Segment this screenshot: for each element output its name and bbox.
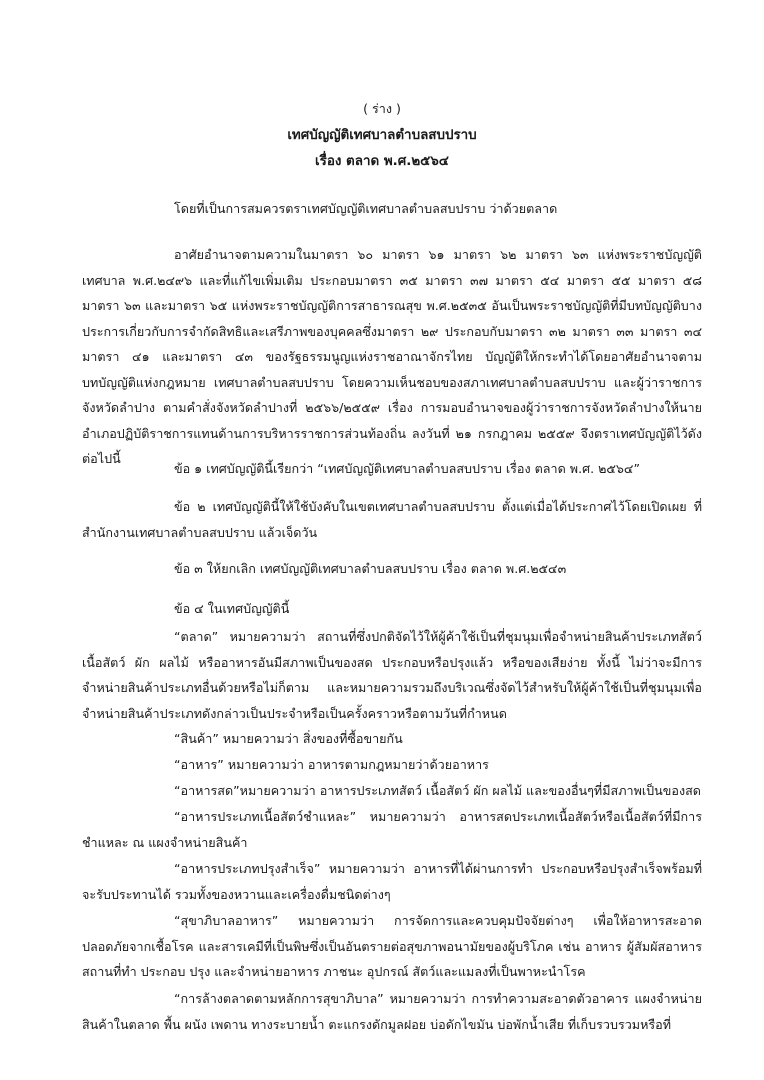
clause-4: ข้อ ๔ ในเทศบัญญัตินี้ bbox=[174, 601, 290, 616]
authority-paragraph: อาศัยอำนาจตามความในมาตรา ๖๐ มาตรา ๖๑ มาตรา ๖๒ มาตรา ๖๓ แห่งพระราชบัญญัติเทศบาล พ.ศ.๒๔๙๖ และที่แก้ไขเพิ่มเติม ประกอบมาตรา ๓๕ มาตรา ๓๗ มาตรา ๕๔ มาตรา ๕๕ มาตรา ๕๘ มาตรา ๖๓ และมาตรา ๖๕ แห่งพระราชบัญญัติการสาธารณสุข พ.ศ.๒๕๓๕ อันเป็นพระราชบัญญัติที่มีบทบัญญัติบางประการเกี่ยวกับการจำกัดสิทธิและเสรีภาพของบุคคลซึ่งมาตรา ๒๙ ประกอบกับมาตรา ๓๒ มาตรา ๓๓ มาตรา ๓๔ มาตรา ๔๑ และมาตรา ๔๓ ของรัฐธรรมนูญแห่งราชอาณาจักรไทย บัญญัติให้กระทำได้โดยอาศัยอำนาจตามบทบัญญัติแห่งกฎหมาย เทศบาลตำบลสบปราบ โดยความเห็นชอบของสภาเทศบาลตำบลสบปราบ และผู้ว่าราชการจังหวัดลำปาง ตามคำสั่งจังหวัดลำปางที่ ๒๕๖๖/๒๕๕๙ เรื่อง การมอบอำนาจของผู้ว่าราชการจังหวัดลำปางให้นายอำเภอปฏิบัติราชการแทนด้านการบริหารราชการส่วนท้องถิ่น ลงวันที่ ๒๑ กรกฎาคม ๒๕๕๙ จึงตราเทศบัญญัติไว้ดังต่อไปนี้ bbox=[82, 247, 702, 466]
definition-food-sanitation: “สุขาภิบาลอาหาร” หมายความว่า การจัดการและควบคุมปัจจัยต่างๆ เพื่อให้อาหารสะอาด ปลอดภัยจากเชื้อโรค และสารเคมีที่เป็นพิษซึ่งเป็นอันตรายต่อสุขภาพอนามัยของผู้บริโภค เช่น อาหาร ผู้สัมผัสอาหาร สถานที่ทำ ประกอบ ปรุง และจำหน่ายอาหาร ภาชนะ อุปกรณ์ สัตว์และแมลงที่เป็นพาหะนำโรค bbox=[82, 913, 702, 979]
definition-goods: “สินค้า” หมายความว่า สิ่งของที่ซื้อขายกัน bbox=[174, 731, 403, 746]
definition-market: “ตลาด” หมายความว่า สถานที่ซึ่งปกติจัดไว้ให้ผู้ค้าใช้เป็นที่ชุมนุมเพื่อจำหน่ายสินค้าประเภทสัตว์ เนื้อสัตว์ ผัก ผลไม้ หรืออาหารอันมีสภาพเป็นของสด ประกอบหรือปรุงแล้ว หรือของเสียง่าย ทั้งนี้ ไม่ว่าจะมีการจำหน่ายสินค้าประเภทอื่นด้วยหรือไม่ก็ตาม และหมายความรวมถึงบริเวณซึ่งจัดไว้สำหรับให้ผู้ค้าใช้เป็นที่ชุมนุมเพื่อจำหน่ายสินค้าประเภทดังกล่าวเป็นประจำหรือเป็นครั้งคราวหรือตามวันที่กำหนด bbox=[82, 629, 702, 721]
page-title: เทศบัญญัติเทศบาลตำบลสบปราบ bbox=[287, 128, 477, 143]
clause-3: ข้อ ๓ ให้ยกเลิก เทศบัญญัติเทศบาลตำบลสบปราบ เรื่อง ตลาด พ.ศ.๒๕๔๓ bbox=[174, 561, 567, 576]
draft-label: ( ร่าง ) bbox=[363, 101, 401, 116]
definition-market-cleaning: “การล้างตลาดตามหลักการสุขาภิบาล” หมายความว่า การทำความสะอาดตัวอาคาร แผงจำหน่ายสินค้าในตลาด พื้น ผนัง เพดาน ทางระบายน้ำ ตะแกรงดักมูลฝอย บ่อดักไขมัน บ่อพักน้ำเสีย ที่เก็บรวบรวมหรือที่ bbox=[82, 991, 702, 1032]
clause-2: ข้อ ๒ เทศบัญญัตินี้ให้ใช้บังคับในเขตเทศบาลตำบลสบปราบ ตั้งแต่เมื่อได้ประกาศไว้โดยเปิดเผย ที่สำนักงานเทศบาลตำบลสบปราบ แล้วเจ็ดวัน bbox=[82, 499, 702, 540]
clause-1: ข้อ ๑ เทศบัญญัตินี้เรียกว่า “เทศบัญญัติเทศบาลตำบลสบปราบ เรื่อง ตลาด พ.ศ. ๒๕๖๔” bbox=[174, 461, 640, 476]
definition-fresh-food: “อาหารสด”หมายความว่า อาหารประเภทสัตว์ เนื้อสัตว์ ผัก ผลไม้ และของอื่นๆที่มีสภาพเป็นของสด bbox=[174, 783, 701, 798]
definition-ready-food: “อาหารประเภทปรุงสำเร็จ” หมายความว่า อาหารที่ได้ผ่านการทำ ประกอบหรือปรุงสำเร็จพร้อมที่จะรับประทานได้ รวมทั้งของหวานและเครื่องดื่มชนิดต่างๆ bbox=[82, 861, 702, 902]
definition-food: “อาหาร” หมายความว่า อาหารตามกฎหมายว่าด้วยอาหาร bbox=[174, 757, 489, 772]
definition-butchered-meat: “อาหารประเภทเนื้อสัตว์ชำแหละ” หมายความว่า อาหารสดประเภทเนื้อสัตว์หรือเนื้อสัตว์ที่มีการชำแหละ ณ แผงจำหน่ายสินค้า bbox=[82, 809, 702, 850]
page-subtitle: เรื่อง ตลาด พ.ศ.๒๕๖๔ bbox=[315, 154, 449, 169]
preamble: โดยที่เป็นการสมควรตราเทศบัญญัติเทศบาลตำบลสบปราบ ว่าด้วยตลาด bbox=[174, 201, 558, 216]
